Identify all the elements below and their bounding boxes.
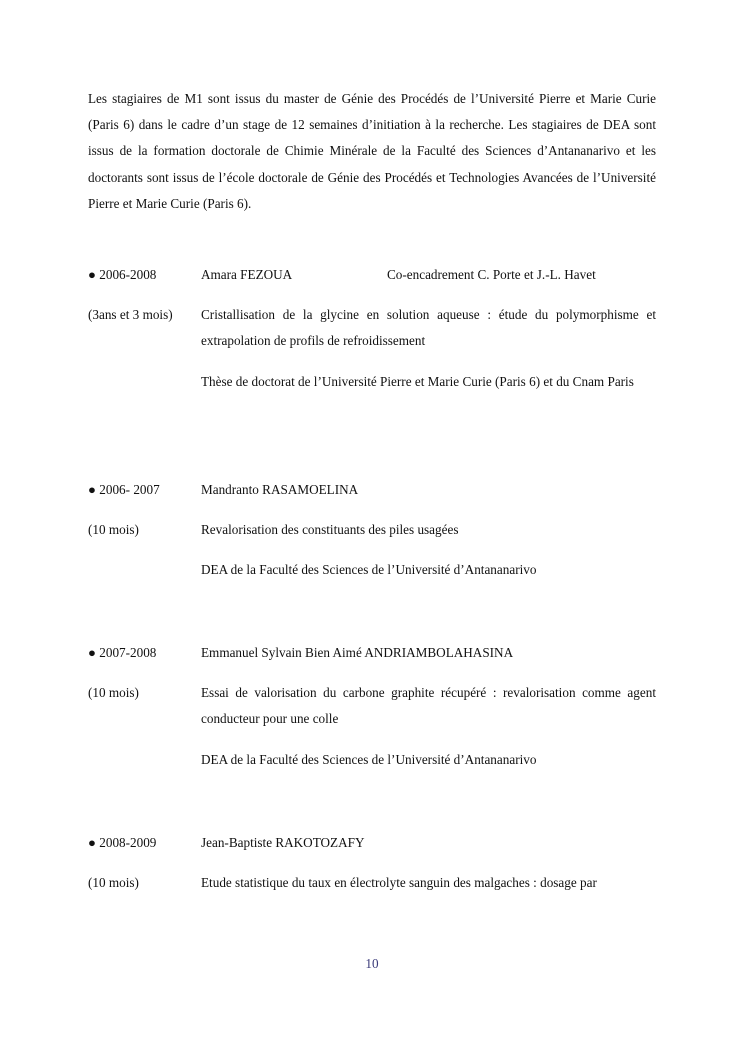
entry-degree: DEA de la Faculté des Sciences de l’Université d’Antananarivo xyxy=(201,562,537,578)
entry-topic: Etude statistique du taux en électrolyte sanguin des malgaches : dosage par xyxy=(201,875,597,891)
entry-years: ● 2007-2008 xyxy=(88,645,157,660)
student-name: Mandranto RASAMOELINA xyxy=(201,482,359,497)
entry-degree: DEA de la Faculté des Sciences de l’Université d’Antananarivo xyxy=(201,751,537,767)
supervision-entry xyxy=(88,830,656,896)
student-name: Emmanuel Sylvain Bien Aimé ANDRIAMBOLAHASINA xyxy=(201,645,514,660)
entry-duration: (3ans et 3 mois) xyxy=(88,307,173,323)
supervision-entry xyxy=(88,640,656,773)
entry-duration: (10 mois) xyxy=(88,685,139,701)
entry-topic: Essai de valorisation du carbone graphite récupéré : revalorisation comme agent conducteur pour une colle xyxy=(201,685,656,727)
entry-note: Co-encadrement C. Porte et J.-L. Havet xyxy=(387,267,596,282)
intro-paragraph: Les stagiaires de M1 sont issus du master de Génie des Procédés de l’Université Pierre et Marie Curie (Paris 6) dans le cadre d’un stage de 12 semaines d’initiation à la recherche. Les stagiaires de DEA sont issus de la formation doctorale de Chimie Minérale de la Faculté des Sciences d’Antananarivo et les doctorants sont issus de l’école doctorale de Génie des Procédés et Technologies Avancées de l’Université Pierre et Marie Curie (Paris 6). xyxy=(88,91,656,211)
entry-topic: Cristallisation de la glycine en solution aqueuse : étude du polymorphisme et extrapolation de profils de refroidissement xyxy=(201,307,656,349)
entry-topic: Revalorisation des constituants des piles usagées xyxy=(201,522,459,538)
student-name: Jean-Baptiste RAKOTOZAFY xyxy=(201,835,365,850)
supervision-entry xyxy=(88,477,656,584)
entry-duration: (10 mois) xyxy=(88,875,139,891)
student-name: Amara FEZOUA xyxy=(201,267,293,282)
entry-years: ● 2006- 2007 xyxy=(88,482,160,497)
entry-years: ● 2008-2009 xyxy=(88,835,157,850)
entry-degree: Thèse de doctorat de l’Université Pierre et Marie Curie (Paris 6) et du Cnam Paris xyxy=(201,373,634,389)
page-number: 10 xyxy=(365,956,379,971)
supervision-entry xyxy=(88,262,656,395)
entry-years: ● 2006-2008 xyxy=(88,267,157,282)
entry-duration: (10 mois) xyxy=(88,522,139,538)
